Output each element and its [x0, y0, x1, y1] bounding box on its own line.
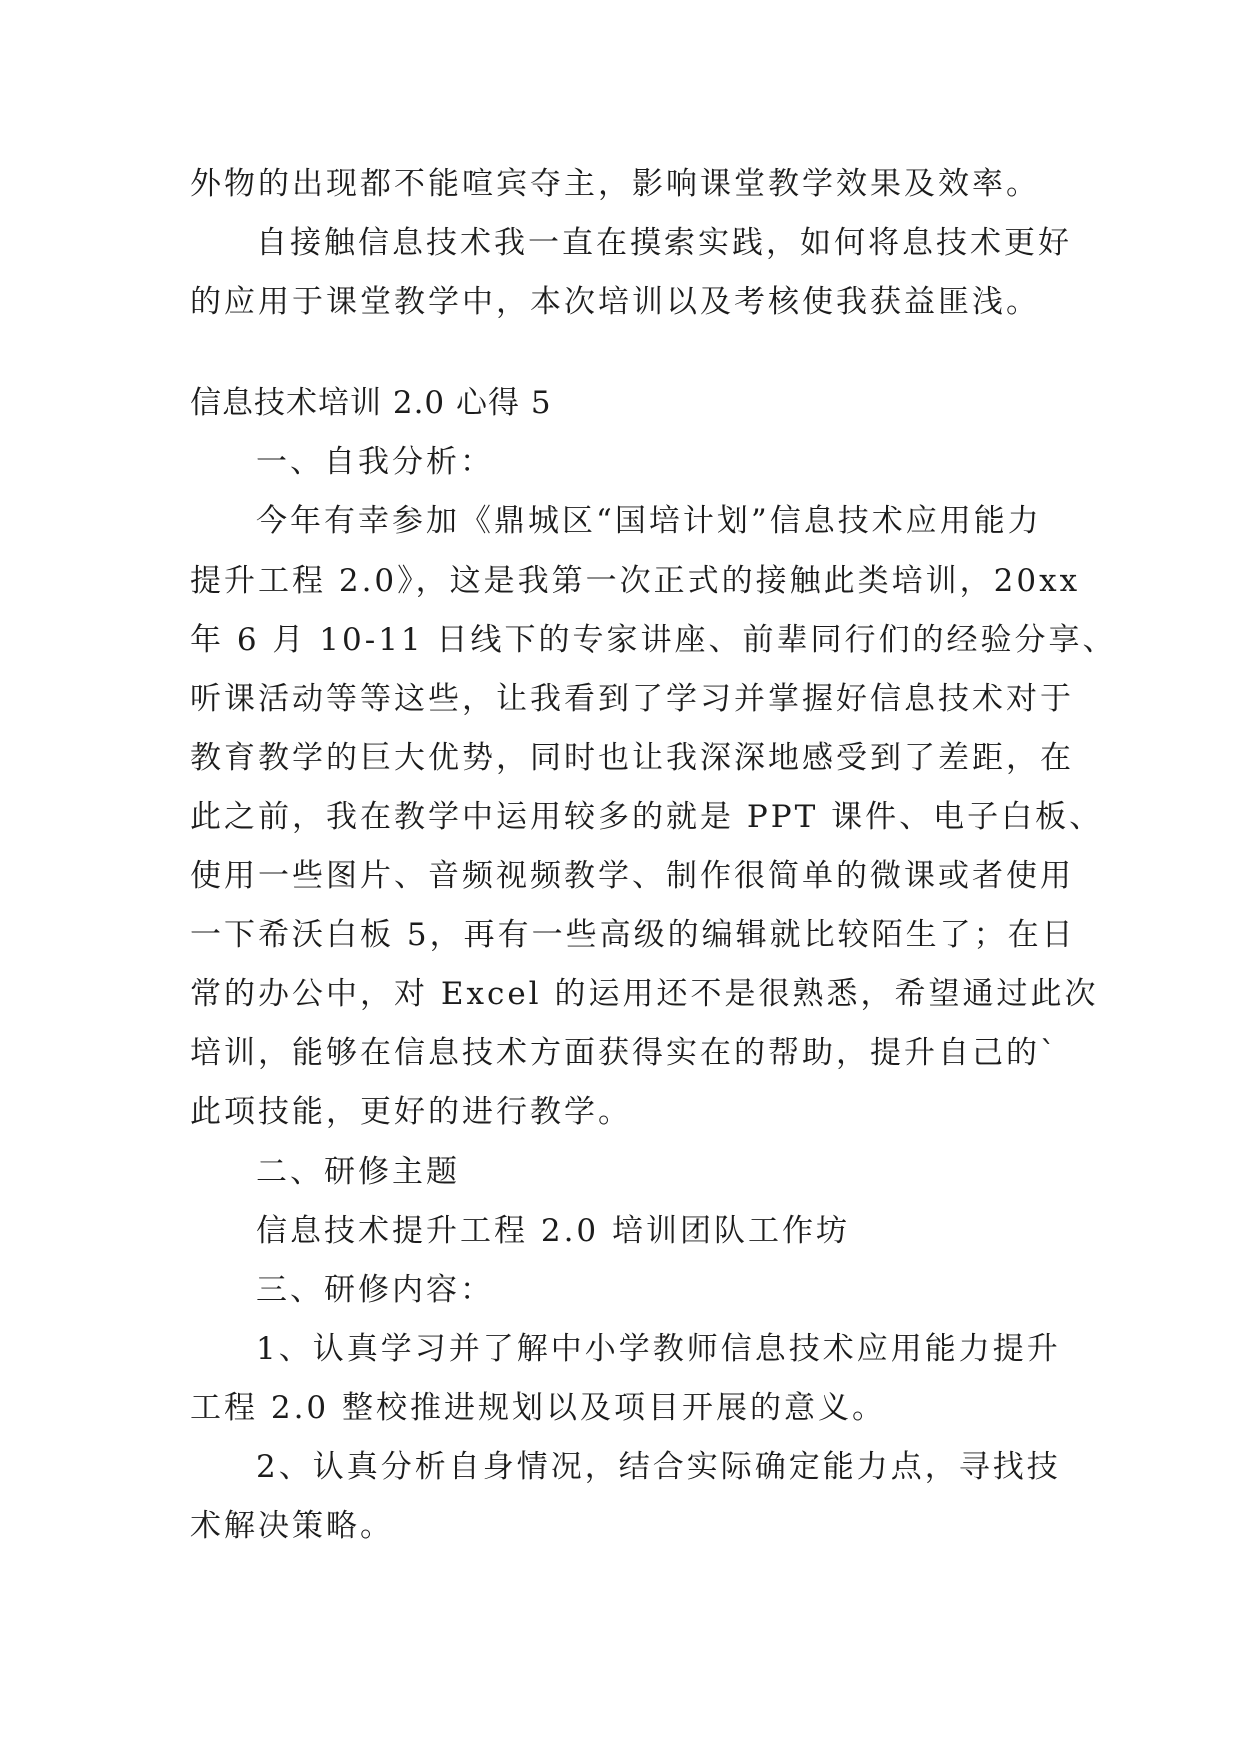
paragraph-line: 一下希沃白板 5，再有一些高级的编辑就比较陌生了；在日: [190, 917, 1076, 954]
paragraph-line: 培训，能够在信息技术方面获得实在的帮助，提升自己的`: [190, 1035, 1059, 1072]
list-item: 2、认真分析自身情况，结合实际确定能力点，寻找技: [256, 1448, 1061, 1485]
section-gap: [190, 332, 1060, 374]
paragraph-line: 提升工程 2.0》，这是我第一次正式的接触此类培训，20xx: [190, 562, 1081, 599]
paragraph-line: 此之前，我在教学中运用较多的就是 PPT 课件、电子白板、: [190, 798, 1104, 835]
paragraph-line: 今年有幸参加《鼎城区“国培计划”信息技术应用能力: [256, 503, 1042, 540]
paragraph-line: 自接触信息技术我一直在摸索实践，如何将息技术更好: [256, 225, 1072, 262]
document-body: [190, 155, 1117, 1556]
paragraph-line: 的应用于课堂教学中，本次培训以及考核使我获益匪浅。: [190, 284, 1040, 321]
paragraph-line: 术解决策略。: [190, 1508, 394, 1545]
subheading: 一、自我分析：: [256, 444, 494, 481]
paragraph-line: 工程 2.0 整校推进规划以及项目开展的意义。: [190, 1389, 887, 1426]
list-item: 1、认真学习并了解中小学教师信息技术应用能力提升: [256, 1330, 1061, 1367]
paragraph-line: 常的办公中，对 Excel 的运用还不是很熟悉，希望通过此次: [190, 976, 1099, 1013]
subheading: 三、研修内容：: [256, 1271, 494, 1308]
paragraph-line: 外物的出现都不能喧宾夺主，影响课堂教学效果及效率。: [190, 166, 1040, 202]
paragraph-line: 此项技能，更好的进行教学。: [190, 1094, 632, 1131]
section-title: 信息技术培训 2.0 心得 5: [190, 385, 552, 422]
subheading: 二、研修主题: [256, 1153, 460, 1190]
paragraph-line: 听课活动等等这些，让我看到了学习并掌握好信息技术对于: [190, 680, 1074, 717]
paragraph-line: 年 6 月 10-11 日线下的专家讲座、前辈同行们的经验分享、: [190, 621, 1117, 658]
paragraph-line: 教育教学的巨大优势，同时也让我深深地感受到了差距，在: [190, 739, 1074, 776]
paragraph-line: 信息技术提升工程 2.0 培训团队工作坊: [256, 1212, 851, 1249]
paragraph-line: 使用一些图片、音频视频教学、制作很简单的微课或者使用: [190, 858, 1074, 895]
